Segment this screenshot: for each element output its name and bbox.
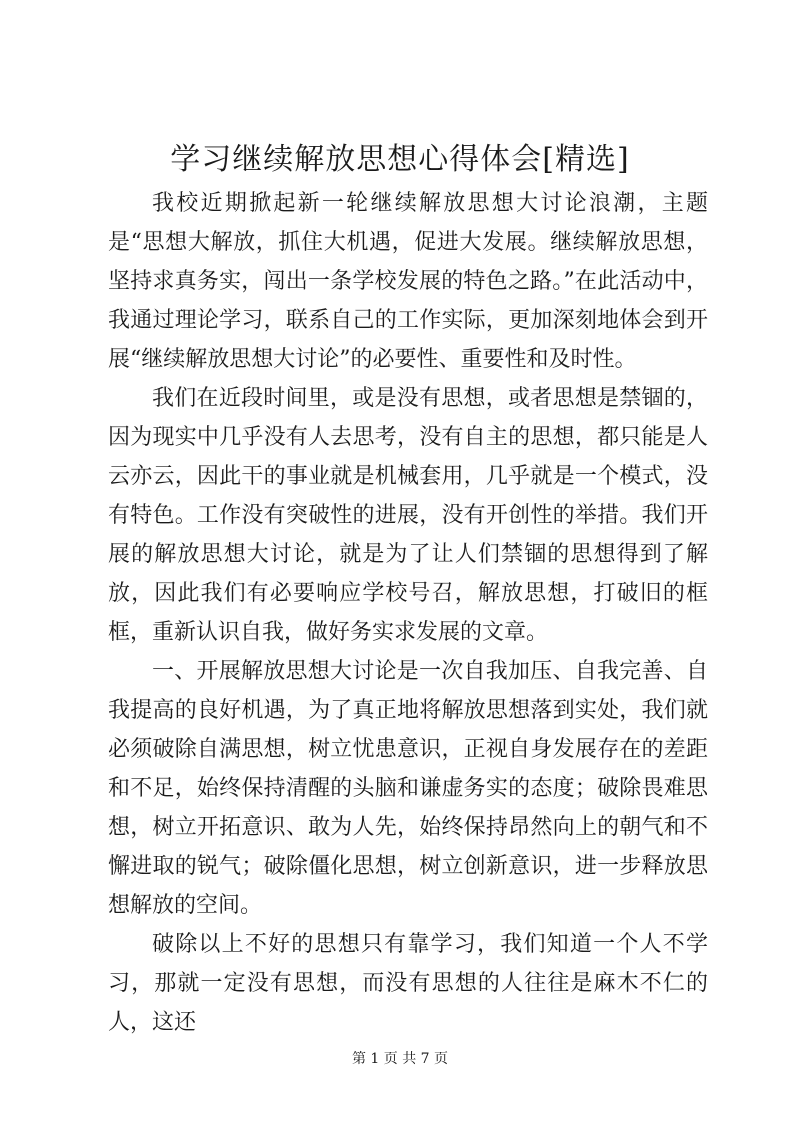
document-title: 学习继续解放思想心得体会[精选] [170,142,630,177]
paragraph-1: 我校近期掀起新一轮继续解放思想大讨论浪潮，主题是“思想大解放，抓住大机遇，促进大发展。继续解放思想，坚持求真务实，闯出一条学校发展的特色之路。”在此活动中，我通过理论学习，联系自己的工作实际，更加深刻地体会到开展“继续解放思想大讨论”的必要性、重要性和及时性。 [108,191,708,372]
document-body [108,184,708,1042]
paragraph-4: 破除以上不好的思想只有靠学习，我们知道一个人不学习，那就一定没有思想，而没有思想的人往往是麻木不仁的人，这还 [108,932,708,1035]
paragraph-2: 我们在近段时间里，或是没有思想，或者思想是禁锢的，因为现实中几乎没有人去思考，没有自主的思想，都只能是人云亦云，因此干的事业就是机械套用，几乎就是一个模式，没有特色。工作没有突破性的进展，没有开创性的举措。我们开展的解放思想大讨论，就是为了让人们禁锢的思想得到了解放，因此我们有必要响应学校号召，解放思想，打破旧的框框，重新认识自我，做好务实求发展的文章。 [108,386,708,645]
paragraph-3: 一、开展解放思想大讨论是一次自我加压、自我完善、自我提高的良好机遇，为了真正地将解放思想落到实处，我们就必须破除自满思想，树立忧患意识，正视自身发展存在的差距和不足，始终保持清醒的头脑和谦虚务实的态度；破除畏难思想，树立开拓意识、敢为人先，始终保持昂然向上的朝气和不懈进取的锐气；破除僵化思想，树立创新意识，进一步释放思想解放的空间。 [108,659,708,918]
page-footer: 第 1 页 共 7 页 [351,1051,449,1067]
